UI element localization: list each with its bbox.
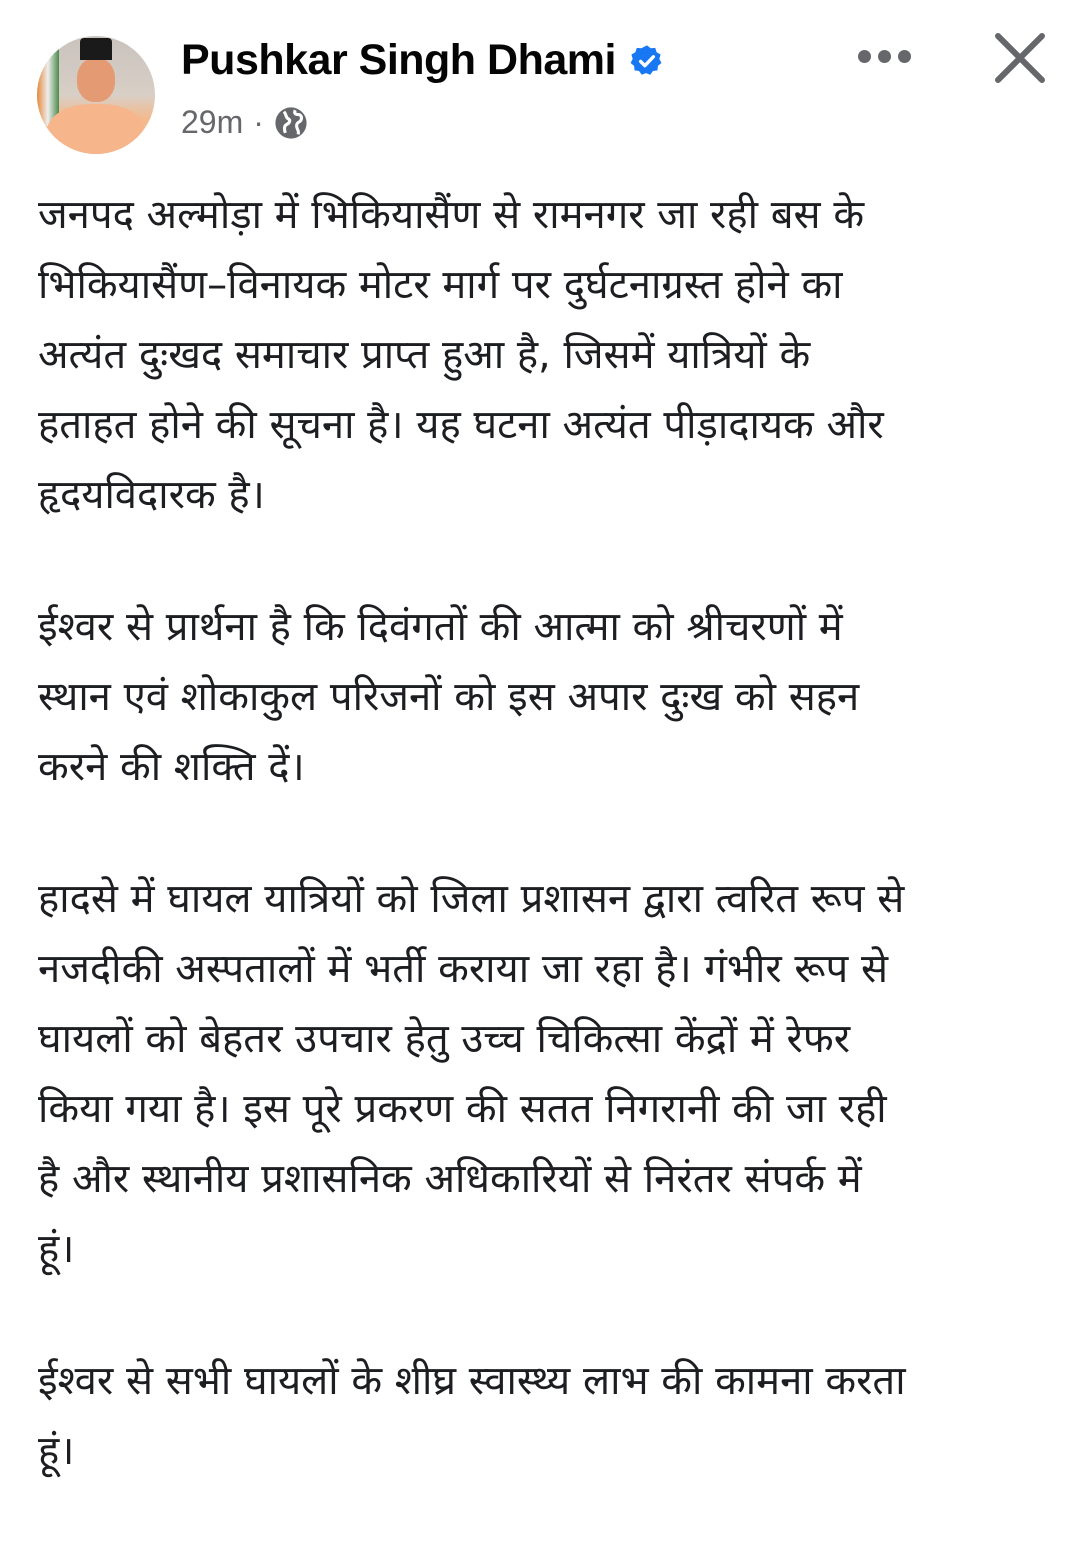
verified-badge-icon — [630, 44, 664, 78]
author-avatar[interactable] — [37, 36, 155, 154]
globe-icon — [274, 106, 308, 140]
close-icon[interactable] — [992, 30, 1048, 86]
post-text-line: करने की शक्ति दें। — [38, 744, 305, 790]
more-dot-icon — [898, 50, 911, 63]
more-options-button[interactable] — [858, 44, 918, 68]
timestamp[interactable]: 29m — [181, 104, 244, 140]
avatar-face — [77, 58, 115, 102]
post-text-line: हूं। — [38, 1226, 75, 1272]
avatar-cap — [80, 38, 112, 60]
post-body — [38, 180, 1068, 1548]
post-paragraph — [38, 864, 1068, 1284]
post-text-line: भिकियासैंण–विनायक मोटर मार्ग पर दुर्घटनाग्रस्त होने का — [38, 262, 843, 308]
post-meta — [181, 104, 308, 141]
post-text-line: ईश्वर से प्रार्थना है कि दिवंगतों की आत्मा को श्रीचरणों में — [38, 604, 843, 650]
post-text-line: जनपद अल्मोड़ा में भिकियासैंण से रामनगर जा रही बस के — [38, 192, 865, 238]
post-text-line: नजदीकी अस्पतालों में भर्ती कराया जा रहा है। गंभीर रूप से — [38, 946, 888, 992]
post-text-line: स्थान एवं शोकाकुल परिजनों को इस अपार दुःख को सहन — [38, 674, 860, 720]
more-dot-icon — [858, 50, 871, 63]
more-dot-icon — [878, 50, 891, 63]
post-text-line: है और स्थानीय प्रशासनिक अधिकारियों से निरंतर संपर्क में — [38, 1156, 862, 1202]
post-text-line: किया गया है। इस पूरे प्रकरण की सतत निगरानी की जा रही — [38, 1086, 887, 1132]
post-paragraph — [38, 592, 1068, 802]
author-name[interactable]: Pushkar Singh Dhami — [181, 36, 616, 84]
avatar-body — [47, 104, 145, 154]
post-text-line: ईश्वर से सभी घायलों के शीघ्र स्वास्थ्य लाभ की कामना करता — [38, 1358, 906, 1404]
post-text-line: हूं। — [38, 1428, 75, 1474]
post-text-line: हताहत होने की सूचना है। यह घटना अत्यंत पीड़ादायक और — [38, 402, 884, 448]
post-text-line: हृदयविदारक है। — [38, 472, 265, 518]
post-text-line: घायलों को बेहतर उपचार हेतु उच्च चिकित्सा केंद्रों में रेफर — [38, 1016, 851, 1062]
post-text-line: हादसे में घायल यात्रियों को जिला प्रशासन द्वारा त्वरित रूप से — [38, 876, 905, 922]
separator: · — [253, 104, 264, 140]
author-name-row — [181, 36, 664, 85]
post-text-line: अत्यंत दुःखद समाचार प्राप्त हुआ है, जिसमें यात्रियों के — [38, 332, 811, 378]
post-paragraph — [38, 1346, 1068, 1486]
post-paragraph — [38, 180, 1068, 530]
